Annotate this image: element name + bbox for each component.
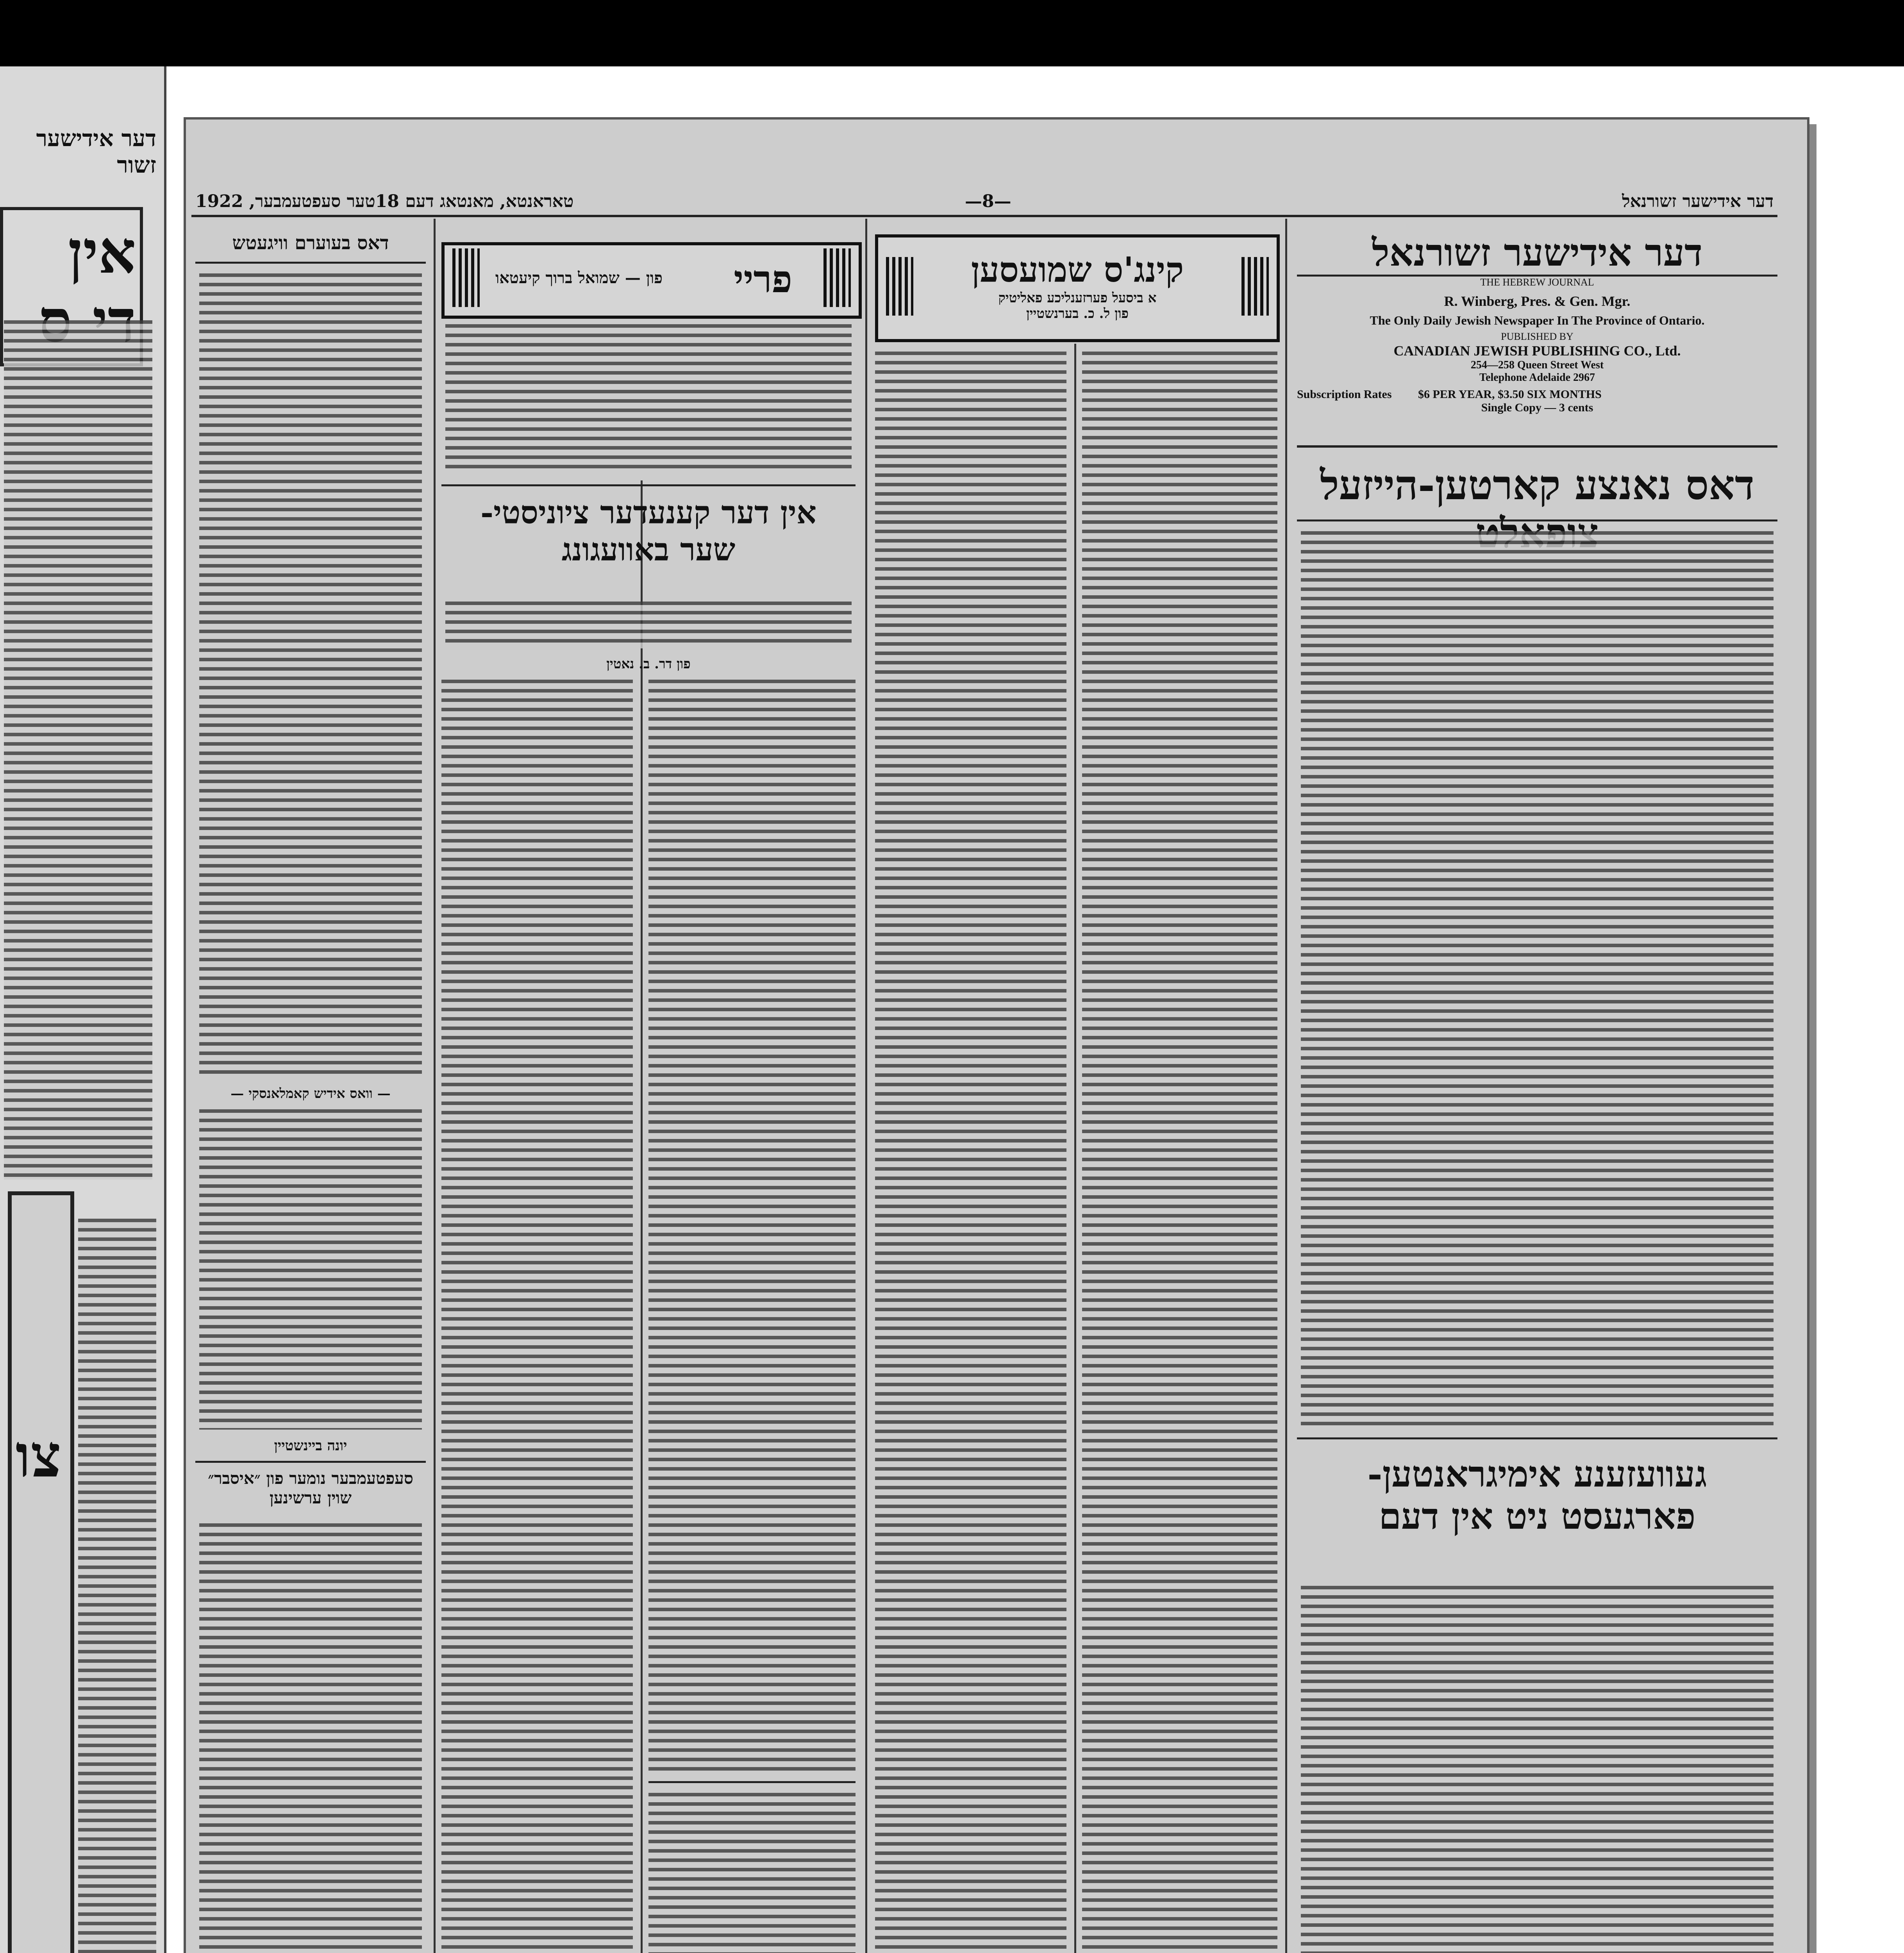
column-rule	[1074, 344, 1076, 1953]
kings-talk-body-left	[875, 352, 1066, 1953]
previous-page-ad-letter: צו	[16, 1422, 61, 1491]
masthead-single-copy: Single Copy — 3 cents	[1481, 401, 1593, 414]
folio-paper-title: דער אידישער זשורנאל	[1622, 191, 1774, 211]
zionist-body-left	[441, 680, 633, 1953]
previous-page-header: דער אידישער זשור	[36, 125, 156, 178]
folio-date: טאראנטא, מאנטאג דעם 18טער סעפטעמבער, 1922	[195, 191, 574, 211]
column-rule	[641, 480, 643, 1953]
masthead-per-year: $6 PER YEAR,	[1418, 388, 1495, 401]
column-rule	[434, 219, 436, 1953]
kings-talk-title: קינג'ס שמועסען	[971, 249, 1184, 290]
masthead-english-title: THE HEBREW JOURNAL	[1480, 277, 1594, 288]
poem-text	[445, 324, 852, 473]
kings-talk-subtitle: א ביסעל פערזענליכע פאליטיק	[998, 290, 1157, 306]
column4-bottom-headline: סעפטעמבער נומער פון ״איסבר״ שוין ערשינען	[208, 1469, 413, 1507]
masthead-address: 254—258 Queen Street West	[1470, 359, 1604, 371]
masthead-title: דער אידישער זשורנאל	[1297, 230, 1777, 277]
poem-author: פון — שמואל ברוך קיעטאו	[495, 269, 663, 287]
masthead-publisher: R. Winberg, Pres. & Gen. Mgr.	[1444, 293, 1631, 309]
zionist-divider	[648, 1781, 856, 1783]
column4-body-bottom	[199, 1523, 422, 1953]
folio-page-number: —8—	[965, 191, 1011, 211]
ornament-right	[1241, 257, 1269, 316]
column-rule	[1285, 219, 1287, 1953]
folio-line	[191, 187, 1777, 217]
ornament-left	[452, 248, 480, 307]
poem-box	[441, 242, 862, 319]
masthead-telephone: Telephone Adelaide 2967	[1479, 371, 1595, 384]
masthead-company: CANADIAN JEWISH PUBLISHING CO., Ltd.	[1393, 343, 1681, 359]
masthead-sub-rates: Subscription Rates	[1297, 388, 1392, 401]
editorial-headline: דאס נאנצע קארטען-הייזעל	[1297, 449, 1777, 521]
viewer-top-bar	[0, 0, 1904, 66]
ornament-left	[886, 257, 913, 316]
ornament-right	[823, 248, 851, 307]
column3-lower-text	[648, 1793, 856, 1953]
kings-talk-author: פון ל. כ. בערנשטיין	[1026, 306, 1129, 321]
column4-body-mid	[199, 1109, 422, 1430]
masthead-tagline: The Only Daily Jewish Newspaper In The Province of Ontario.	[1370, 313, 1705, 327]
masthead-six-months: $3.50 SIX MONTHS	[1497, 388, 1602, 401]
previous-page-text	[4, 320, 152, 1180]
column4-signoff: יונה ביינשטיין	[274, 1437, 347, 1454]
masthead-published-by: PUBLISHED BY	[1501, 331, 1574, 342]
column4-header: דאס בעוערם וויגעטש	[195, 227, 426, 264]
column4-divider	[195, 1461, 426, 1463]
column-rule	[865, 219, 867, 1953]
editorial-second-headline	[1297, 1445, 1777, 1574]
zionist-byline: פון דר. ב. נאטין	[606, 656, 691, 672]
poem-title: פריי	[734, 257, 792, 301]
zionist-intro	[445, 602, 852, 648]
column4-author: — וואס אידיש קאמלאנסקי —	[230, 1086, 391, 1101]
previous-page-ad-box	[8, 1191, 74, 1953]
editorial-divider	[1297, 1437, 1777, 1439]
editorial-second-body	[1301, 1586, 1774, 1953]
previous-page-headline: אין	[0, 207, 143, 366]
second-headline-line-1: געוועזענע אימיגראנטען-	[1367, 1453, 1707, 1495]
masthead	[1297, 227, 1777, 448]
kings-talk-box	[875, 234, 1280, 342]
column4-body-top	[199, 273, 422, 1078]
zionist-body-right	[648, 680, 856, 1773]
second-headline-line-2: פארגעסט ניט אין דעם	[1379, 1495, 1696, 1537]
zionist-headline-line-1: אין דער קענעדער ציוניסטי-	[480, 494, 817, 531]
zionist-headline	[441, 484, 856, 596]
editorial-body	[1301, 531, 1774, 1430]
kings-talk-body-right	[1082, 352, 1277, 1953]
zionist-headline-line-2: שער באוועגונג	[561, 531, 736, 568]
previous-page-lower-text	[78, 1219, 156, 1953]
